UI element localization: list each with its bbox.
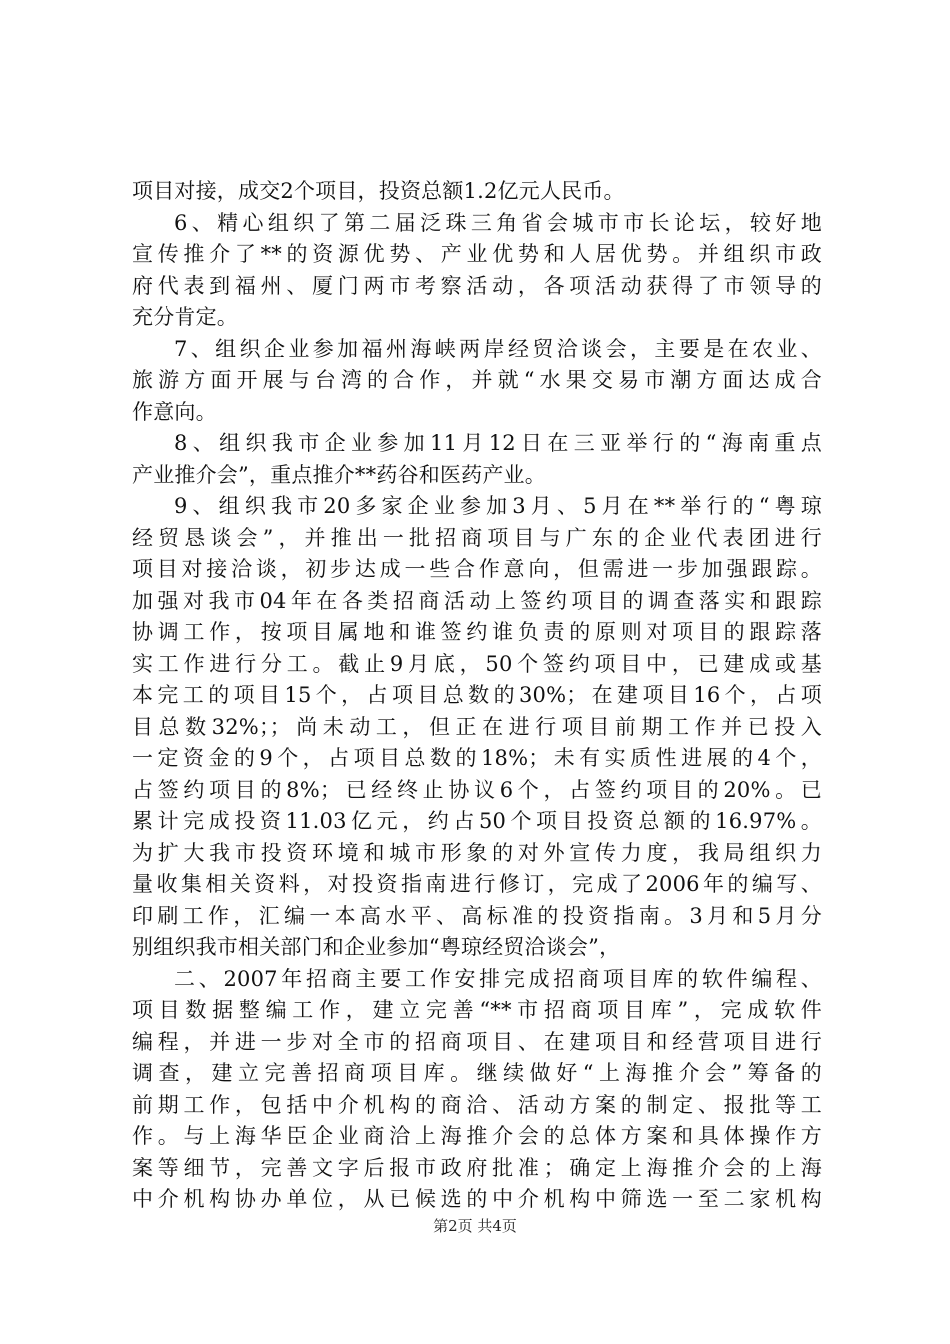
text-line: 量收集相关资料，对投资指南进行修订，完成了2006年的编写、 — [132, 872, 822, 896]
text-line: 一定资金的9个，占项目总数的18%；未有实质性进展的4个， — [132, 746, 822, 770]
text-line: 协调工作，按项目属地和谁签约谁负责的原则对项目的跟踪落 — [132, 620, 822, 644]
text-line: 别组织我市相关部门和企业参加“粤琼经贸洽谈会”， — [132, 935, 621, 959]
text-line: 实工作进行分工。截止9月底，50个签约项目中，已建成或基 — [132, 651, 822, 676]
text-line: 7、组织企业参加福州海峡两岸经贸洽谈会，主要是在农业、 — [174, 336, 822, 361]
text-line: 产业推介会”，重点推介**药谷和医药产业。 — [132, 462, 546, 487]
page-footer: 第2页 共4页 — [433, 1217, 517, 1235]
text-line: 案等细节，完善文字后报市政府批准；确定上海推介会的上海 — [132, 1155, 822, 1180]
text-line: 项目数据整编工作，建立完善“**市招商项目库”，完成软件 — [132, 998, 822, 1022]
text-line: 编程，并进一步对全市的招商项目、在建项目和经营项目进行 — [132, 1029, 822, 1054]
text-line: 9、组织我市20多家企业参加3月、5月在**举行的“粤琼 — [174, 494, 822, 518]
text-line: 二、2007年招商主要工作安排完成招商项目库的软件编程、 — [174, 966, 822, 991]
text-line: 作意向。 — [132, 399, 217, 424]
text-line: 作。与上海华臣企业商洽上海推介会的总体方案和具体操作方 — [132, 1124, 822, 1148]
text-line: 中介机构协办单位，从已候选的中介机构中筛选一至二家机构 — [132, 1187, 822, 1211]
text-line: 本完工的项目15个，占项目总数的30%；在建项目16个，占项 — [132, 683, 822, 707]
text-line: 目总数32%；；尚未动工，但正在进行项目前期工作并已投入 — [132, 714, 822, 739]
text-line: 6、精心组织了第二届泛珠三角省会城市市长论坛，较好地 — [174, 210, 822, 235]
text-line: 经贸恳谈会”，并推出一批招商项目与广东的企业代表团进行 — [132, 525, 822, 550]
text-line: 府代表到福州、厦门两市考察活动，各项活动获得了市领导的 — [132, 273, 822, 298]
text-line: 8、组织我市企业参加11月12日在三亚举行的“海南重点 — [174, 431, 822, 455]
text-line: 加强对我市04年在各类招商活动上签约项目的调查落实和跟踪 — [132, 588, 822, 613]
text-line: 项目对接，成交2个项目，投资总额1.2亿元人民币。 — [132, 179, 625, 203]
text-line: 项目对接洽谈，初步达成一些合作意向，但需进一步加强跟踪。 — [132, 557, 822, 581]
text-line: 占签约项目的8%；已经终止协议6个，占签约项目的20%。已 — [132, 777, 822, 802]
text-line: 充分肯定。 — [132, 305, 238, 329]
text-line: 宣传推介了**的资源优势、产业优势和人居优势。并组织市政 — [132, 242, 822, 266]
document-body — [132, 176, 822, 1216]
text-line: 前期工作，包括中介机构的商洽、活动方案的制定、报批等工 — [132, 1092, 822, 1117]
text-line: 为扩大我市投资环境和城市形象的对外宣传力度，我局组织力 — [132, 840, 822, 865]
text-line: 旅游方面开展与台湾的合作，并就“水果交易市潮方面达成合 — [132, 368, 822, 392]
text-line: 调查，建立完善招商项目库。继续做好“上海推介会”筹备的 — [132, 1061, 822, 1085]
text-line: 累计完成投资11.03亿元，约占50个项目投资总额的16.97%。 — [132, 809, 822, 833]
text-line: 印刷工作，汇编一本高水平、高标准的投资指南。3月和5月分 — [132, 903, 822, 928]
